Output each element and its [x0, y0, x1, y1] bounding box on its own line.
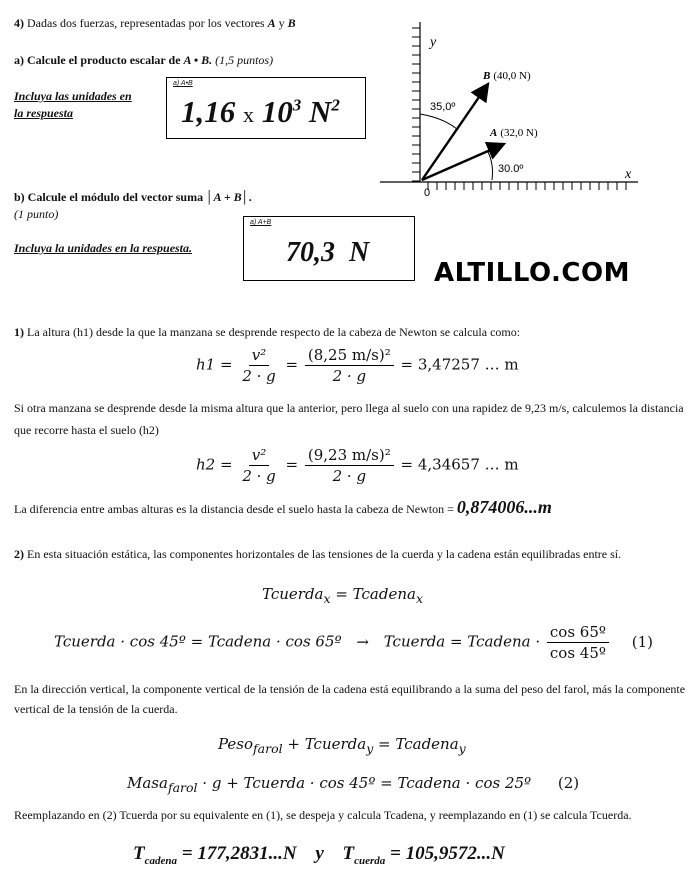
eq-b-arrow: → — [356, 632, 369, 651]
equation-h1: h1 = $\frac{\text{v²}}{2 \cdot g}$ = $\frac{\text{(8,25 m/s)²}}{2 \cdot g}$ = 3,47257 … m — [196, 346, 519, 385]
eq-a-rhs: Tcadena — [352, 585, 416, 603]
y-axis-label: y — [430, 35, 437, 50]
part-a-label: a) Calcule el producto escalar de — [14, 53, 181, 67]
eq-b-numerator: cos 65º — [547, 623, 609, 643]
result-conjunction: y — [315, 843, 324, 864]
eq-d-tag: (2) — [557, 774, 580, 792]
result-tcuerda-symbol: T — [342, 843, 355, 864]
eq-b-denominator: cos 45º — [549, 644, 606, 662]
eq1-result: = 3,47257 … m — [400, 355, 519, 374]
equation-1 — [54, 623, 653, 662]
s2-paragraph-2: Reemplazando en (2) Tcuerda por su equivalente en (1), se despeja y calcula Tcadena, y reemplazando en (1) se calcula Tcuerda. — [14, 808, 632, 822]
eq2-denominator-1: 2 · g — [242, 467, 276, 485]
result-tcadena-symbol: T — [133, 843, 145, 864]
equation-vertical-balance — [218, 735, 466, 756]
part-a-expression: A • B. — [183, 53, 213, 67]
s1-intro-text: La altura (h1) desde la que la manzana se desprende respecto de la cabeza de Newton se calcula como: — [27, 325, 521, 339]
eq-c-mid-sub: y — [366, 741, 374, 756]
s1-number: 1) — [14, 325, 24, 339]
angle-b-arc — [420, 114, 458, 130]
eq1-numerator-1: v² — [249, 346, 270, 366]
eq1-numerator-2: (8,25 m/s)² — [305, 346, 394, 366]
origin-label: 0 — [424, 187, 431, 199]
s1-difference — [14, 497, 552, 518]
eq2-result: = 4,34657 … m — [400, 455, 519, 474]
answer-box-b-tag: a) A+B — [250, 219, 272, 226]
question-header — [14, 16, 296, 31]
eq-d-masa: Masa — [127, 774, 168, 792]
part-a-note — [14, 88, 132, 122]
eq-b-fraction — [547, 623, 609, 662]
angle-a-label: 30.0º — [498, 163, 524, 175]
s1-intro — [14, 325, 686, 340]
eq-c-rhs-sub: y — [458, 741, 466, 756]
equation-2 — [127, 774, 579, 795]
result-tcuerda-value: = 105,9572...N — [390, 843, 505, 864]
part-b-note: Incluya la unidades en la respuesta. — [14, 241, 193, 255]
eq2-lhs: h2 = — [196, 455, 233, 474]
equation-horizontal-balance: Tcuerda$_x$ = Tcadena$_x$ — [262, 585, 424, 606]
vector-a-symbol: A — [267, 16, 276, 30]
part-b-expression: │A + B│. — [206, 190, 253, 204]
s2-intro — [14, 545, 686, 563]
eq-c-peso: Peso — [218, 735, 254, 753]
s2-number: 2) — [14, 547, 24, 561]
equation-h2: h2 = $\frac{\text{v²}}{2 \cdot g}$ = $\frac{\text{(9,23 m/s)²}}{2 \cdot g}$ = 4,34657 … m — [196, 446, 519, 485]
eq-c-peso-sub: farol — [253, 741, 283, 756]
result-tcadena-value: = 177,2831...N — [181, 843, 297, 864]
angle-b-label: 35,0º — [430, 101, 456, 113]
vector-b-label: B (40,0 N) — [483, 70, 531, 82]
s2-paragraph: En la dirección vertical, la componente vertical de la tensión de la cadena está equilibrando a la suma del peso del farol, más la componente vertical de la tensión de la cuerda. — [14, 682, 686, 716]
answer-a-unit-exponent: 2 — [331, 95, 340, 115]
s1-paragraph: Si otra manzana se desprende desde la misma altura que la anterior, pero llega al suelo con una rapidez de 9,23 m/s, calculemos la distancia que recorre hasta el suelo (h2) — [14, 401, 684, 437]
answer-a-unit: N — [309, 94, 332, 129]
eq-d-rest: · g + Tcuerda · cos 45º = Tcadena · cos 25º — [197, 774, 532, 792]
eq2-fraction-2 — [305, 446, 394, 485]
x-axis-ticks — [428, 182, 626, 190]
answer-box-a-tag: a) A•B — [173, 80, 193, 87]
eq1-fraction-2 — [305, 346, 394, 385]
angle-a-arc — [488, 152, 493, 180]
part-a-note-line1: Incluya las unidades en — [14, 89, 132, 103]
eq-c-mid: + Tcuerda — [282, 735, 367, 753]
question-number: 4) — [14, 16, 24, 30]
part-a-note-line2: la respuesta — [14, 106, 74, 120]
question-text: Dadas dos fuerzas, representadas por los vectores — [27, 16, 265, 30]
eq-b-tag: (1) — [631, 632, 653, 651]
conjunction: y — [278, 16, 285, 30]
final-results — [133, 843, 505, 867]
eq1-lhs: h1 = — [196, 355, 233, 374]
eq-b-right: Tcuerda = Tcadena · — [383, 632, 541, 651]
x-axis-label: x — [625, 167, 632, 182]
eq-c-rhs: = Tcadena — [373, 735, 459, 753]
answer-box-b — [243, 216, 415, 281]
eq2-numerator-2: (9,23 m/s)² — [305, 446, 394, 466]
eq2-fraction-1 — [239, 446, 278, 485]
s1-difference-value: 0,874006...m — [456, 497, 552, 517]
vector-b-symbol: B — [287, 16, 296, 30]
part-b-label: b) Calcule el módulo del vector suma — [14, 190, 204, 204]
answer-a — [181, 94, 340, 130]
s2-intro-text: En esta situación estática, las componentes horizontales de las tensiones de la cuerda y la cadena están equilibradas entre sí. — [27, 547, 622, 561]
part-b-points: (1 punto) — [14, 207, 59, 221]
eq1-denominator-1: 2 · g — [242, 367, 276, 385]
part-a-points: (1,5 puntos) — [215, 53, 274, 67]
eq-b-left: Tcuerda · cos 45º = Tcadena · cos 65º — [54, 632, 342, 651]
part-b-prompt — [14, 190, 252, 205]
part-a-prompt — [14, 53, 273, 68]
vector-diagram — [376, 14, 646, 214]
answer-b: 70,3 N — [286, 237, 370, 268]
eq2-denominator-2: 2 · g — [332, 467, 367, 485]
answer-box-a — [166, 77, 366, 139]
watermark-logo: ALTILLO.COM — [434, 258, 630, 288]
eq-a-lhs: Tcuerda — [262, 585, 324, 603]
eq-a-rhs-sub: x — [415, 591, 424, 606]
eq2-numerator-1: v² — [249, 446, 270, 466]
eq1-fraction-1 — [239, 346, 278, 385]
answer-a-exponent: 3 — [292, 95, 302, 115]
answer-a-times: x — [243, 102, 254, 127]
y-axis-ticks — [412, 28, 420, 181]
s1-difference-text: La diferencia entre ambas alturas es la distancia desde el suelo hasta la cabeza de Newton = — [14, 502, 454, 516]
vector-a-label: A (32,0 N) — [490, 127, 538, 139]
result-tcadena-sub: cadena — [144, 854, 177, 867]
answer-a-number: 1,16 — [181, 94, 236, 129]
eq1-denominator-2: 2 · g — [332, 367, 367, 385]
eq-d-masa-sub: farol — [167, 780, 198, 795]
eq-a-lhs-sub: x — [323, 591, 331, 606]
answer-a-base: 10 — [261, 94, 293, 129]
result-tcuerda-sub: cuerda — [354, 854, 386, 867]
